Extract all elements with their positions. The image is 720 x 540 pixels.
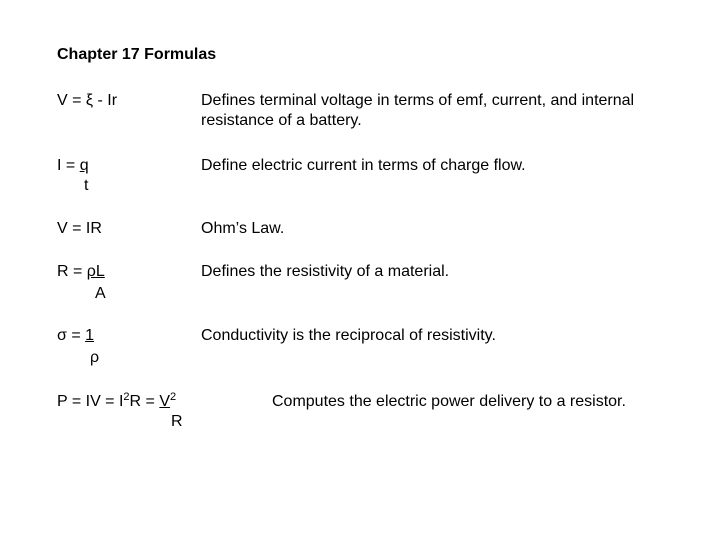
formula-lhs: R = [57,263,87,280]
fraction-numerator: q [79,157,89,174]
description-resistivity: Defines the resistivity of a material. [201,263,450,280]
formula-lhs: V = [57,92,86,109]
formula-part1: P = IV = I [57,393,124,410]
fraction-numerator: V [159,393,171,410]
exponent: 2 [123,391,130,403]
description-ohms-law: Ohm’s Law. [201,220,285,237]
formula-resistance [57,262,105,282]
description-current: Define electric current in terms of charge flow. [201,157,526,174]
formula-lhs: I = [57,157,80,174]
formula-current [57,156,89,176]
resistivity-symbol: ρ [86,263,96,280]
description-terminal-voltage: Defines terminal voltage in terms of emf, current, and internal resistance of a battery. [201,92,635,129]
emf-symbol: ξ [85,92,94,109]
fraction-numerator [87,263,105,280]
formula-eq: = [66,327,86,344]
formula-ohms-law: V = IR [57,220,102,237]
fraction-denominator: ρ [90,349,100,366]
fraction-denominator: A [95,285,106,302]
fraction-denominator: R [171,413,183,430]
exponent: 2 [170,391,177,403]
description-conductivity: Conductivity is the reciprocal of resistivity. [201,327,496,344]
description-power: Computes the electric power delivery to a resistor. [272,393,626,410]
numerator-l: L [95,263,105,280]
formula-conductivity [57,326,94,346]
formula-part2: R = [129,393,160,410]
formula-terminal-voltage [57,91,117,111]
formula-power [57,392,176,412]
conductivity-symbol: σ [57,327,67,344]
page-title: Chapter 17 Formulas [57,46,217,63]
fraction-denominator: t [84,177,89,194]
formula-rhs: - Ir [93,92,118,109]
fraction-numerator: 1 [85,327,95,344]
